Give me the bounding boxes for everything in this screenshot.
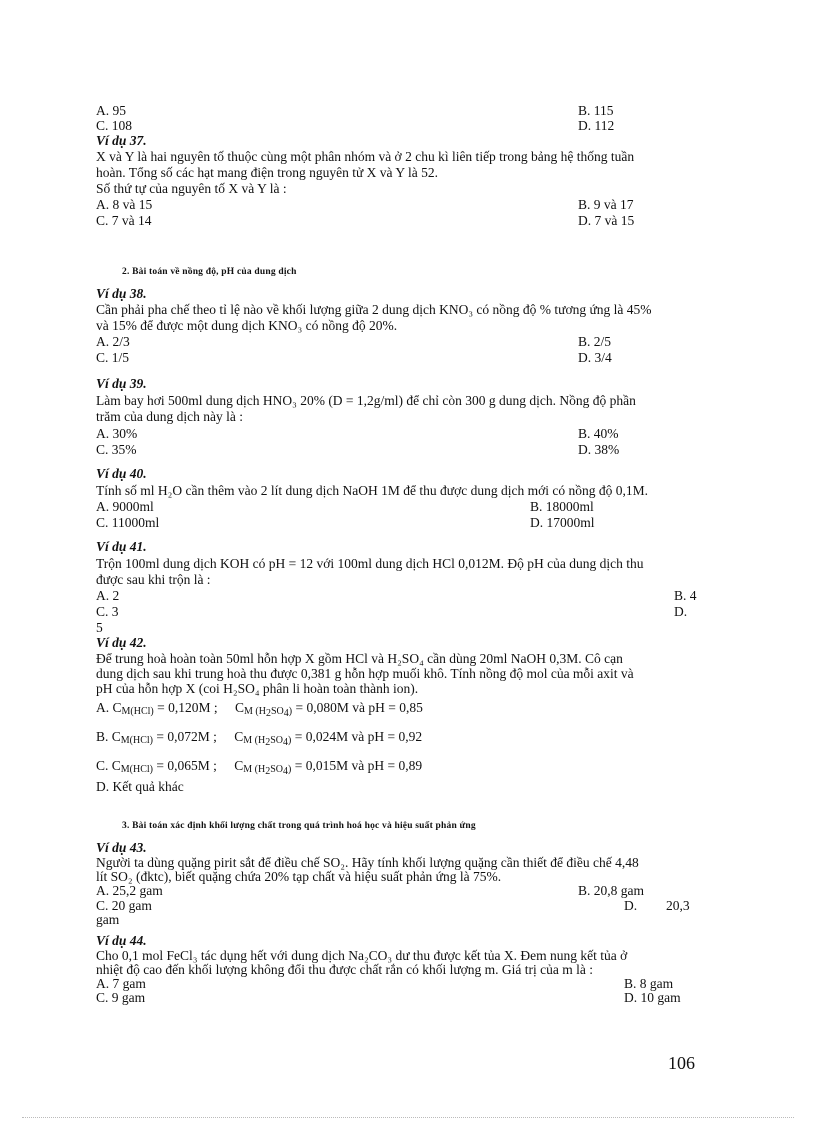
ex43-option-d-label: D. — [624, 898, 638, 913]
ex39-option-b: B. 40% — [578, 426, 619, 441]
ex43-text-line2: lít SO₂ (đktc), biết quặng chứa 20% tạp chất và hiệu suất phản ứng là 75%. — [96, 869, 502, 884]
ex41-option-c: C. 3 — [96, 604, 119, 619]
ex38-option-b: B. 2/5 — [578, 334, 612, 349]
ex42-option-c-rest: = 0,015M và pH = 0,89 — [294, 758, 423, 773]
ex37-heading: Ví dụ 37. — [96, 133, 147, 148]
ex41-option-d-value: 5 — [96, 620, 103, 635]
ex42-text-line1: Để trung hoà hoàn toàn 50ml hỗn hợp X gồm HCl và H₂SO₄ cần dùng 20ml NaOH 0,3M. Cô cạn — [96, 651, 623, 666]
ex44-option-d: D. 10 gam — [624, 990, 681, 1005]
ex38-text-line1: Cần phải pha chế theo tỉ lệ nào về khối lượng giữa 2 dung dịch KNO₃ có nồng độ % tương ứng là 45% — [96, 302, 652, 317]
ex41-option-d-label: D. — [674, 604, 688, 619]
ex42-option-a: A. $C_{M(HCl)} = 0,120M$ ; $C_{M (H_2SO_4)} = 0,080M$ và pH = 0,85 — [96, 700, 423, 719]
page-bottom-dotted-rule — [22, 1117, 794, 1118]
ex38-option-a: A. 2/3 — [96, 334, 130, 349]
ex43-option-b: B. 20,8 gam — [578, 883, 644, 898]
ex42-option-c-sub: M(HCl) — [120, 764, 153, 775]
ex37-option-c: C. 7 và 14 — [96, 213, 152, 228]
ex37-option-d: D. 7 và 15 — [578, 213, 635, 228]
ex42-option-c: C. $C_{M(HCl)} = 0,065M$ ; $C_{M (H_2SO_4)} = 0,015M$ và pH = 0,89 — [96, 758, 423, 777]
page-number: 106 — [668, 1053, 695, 1073]
ex40-option-d: D. 17000ml — [530, 515, 595, 530]
ex42-option-a-hcl: = 0,120M ; — [157, 700, 218, 715]
ex42-option-b: B. $C_{M(HCl)} = 0,072M$ ; $C_{M (H_2SO_4)} = 0,024M$ và pH = 0,92 — [96, 729, 423, 748]
ex36-option-c: C. 108 — [96, 118, 133, 133]
ex39-option-d: D. 38% — [578, 442, 620, 457]
ex41-heading: Ví dụ 41. — [96, 539, 147, 554]
ex40-text-line1: Tính số ml H₂O cần thêm vào 2 lít dung dịch NaOH 1M để thu được dung dịch mới có nồng độ 0,1M. — [96, 483, 648, 498]
ex41-text-line2: được sau khi trộn là : — [96, 572, 211, 587]
ex42-option-a-sub: M(HCl) — [121, 706, 154, 717]
ex43-heading: Ví dụ 43. — [96, 840, 147, 855]
ex38-text-line2: và 15% để được một dung dịch KNO₃ có nồng độ 20%. — [96, 318, 398, 333]
section-2-heading: 2. Bài toán về nồng độ, pH của dung dịch — [122, 267, 297, 277]
ex42-option-a-rest: = 0,080M và pH = 0,85 — [295, 700, 423, 715]
ex37-option-b: B. 9 và 17 — [578, 197, 634, 212]
ex40-option-a: A. 9000ml — [96, 499, 154, 514]
ex42-heading: Ví dụ 42. — [96, 635, 147, 650]
ex42-text-line2: dung dịch sau khi trung hoà thu được 0,381 g hỗn hợp muối khô. Tính nồng độ mol của mỗi axit và — [96, 666, 634, 681]
ex43-option-d-value: 20,3 — [666, 898, 690, 913]
ex42-option-b-hcl: = 0,072M ; — [156, 729, 217, 744]
ex40-option-b: B. 18000ml — [530, 499, 594, 514]
ex37-text-line2: hoàn. Tổng số các hạt mang điện trong nguyên tử X và Y là 52. — [96, 165, 438, 180]
ex42-option-c-hcl: = 0,065M ; — [156, 758, 217, 773]
ex36-option-b: B. 115 — [578, 103, 614, 118]
ex41-text-line1: Trộn 100ml dung dịch KOH có pH = 12 với 100ml dung dịch HCl 0,012M. Độ pH của dung dịch thu — [96, 556, 644, 571]
ex37-question: Số thứ tự của nguyên tố X và Y là : — [96, 181, 287, 196]
ex44-option-a: A. 7 gam — [96, 976, 146, 991]
ex43-option-d-unit: gam — [96, 912, 120, 927]
ex44-text-line2: nhiệt độ cao đến khối lượng không đổi thu được chất rắn có khối lượng m. Giá trị của m là : — [96, 962, 594, 977]
ex40-option-c: C. 11000ml — [96, 515, 160, 530]
ex44-heading: Ví dụ 44. — [96, 933, 147, 948]
ex42-option-b-rest: = 0,024M và pH = 0,92 — [294, 729, 423, 744]
ex36-option-d: D. 112 — [578, 118, 615, 133]
ex37-option-a: A. 8 và 15 — [96, 197, 153, 212]
ex38-heading: Ví dụ 38. — [96, 286, 147, 301]
ex39-text-line1: Làm bay hơi 500ml dung dịch HNO₃ 20% (D = 1,2g/ml) để chỉ còn 300 g dung dịch. Nồng độ phần — [96, 393, 636, 408]
ex37-text-line1: X và Y là hai nguyên tố thuộc cùng một phân nhóm và ở 2 chu kì liên tiếp trong bảng hệ thống tuần — [96, 149, 635, 164]
section-3-heading: 3. Bài toán xác định khối lượng chất trong quá trình hoá học và hiệu suất phản ứng — [122, 821, 476, 831]
ex42-option-d: D. Kết quả khác — [96, 779, 184, 794]
ex39-text-line2: trăm của dung dịch này là : — [96, 409, 243, 424]
ex36-option-a: A. 95 — [96, 103, 126, 118]
ex41-option-a: A. 2 — [96, 588, 120, 603]
ex42-option-b-sub: M(HCl) — [120, 735, 153, 746]
ex39-option-a: A. 30% — [96, 426, 138, 441]
ex44-text-line1: Cho 0,1 mol FeCl₃ tác dụng hết với dung dịch Na₂CO₃ dư thu được kết tủa X. Đem nung kết tủa ở — [96, 948, 628, 963]
ex42-option-c-prefix: C. C — [96, 758, 121, 773]
ex42-text-line3: pH của hỗn hợp X (coi H₂SO₄ phân li hoàn toàn thành ion). — [96, 681, 419, 696]
ex43-option-c: C. 20 gam — [96, 898, 152, 913]
ex40-heading: Ví dụ 40. — [96, 466, 147, 481]
ex41-option-b: B. 4 — [674, 588, 697, 603]
ex43-option-a: A. 25,2 gam — [96, 883, 163, 898]
ex42-option-a-prefix: A. C — [96, 700, 122, 715]
ex38-option-d: D. 3/4 — [578, 350, 612, 365]
ex39-option-c: C. 35% — [96, 442, 137, 457]
ex44-option-b: B. 8 gam — [624, 976, 674, 991]
ex44-option-c: C. 9 gam — [96, 990, 146, 1005]
ex38-option-c: C. 1/5 — [96, 350, 130, 365]
ex42-option-b-prefix: B. C — [96, 729, 121, 744]
ex43-text-line1: Người ta dùng quặng pirit sắt để điều chế SO₂. Hãy tính khối lượng quặng cần thiết để điều chế 4,48 — [96, 855, 639, 870]
ex39-heading: Ví dụ 39. — [96, 376, 147, 391]
